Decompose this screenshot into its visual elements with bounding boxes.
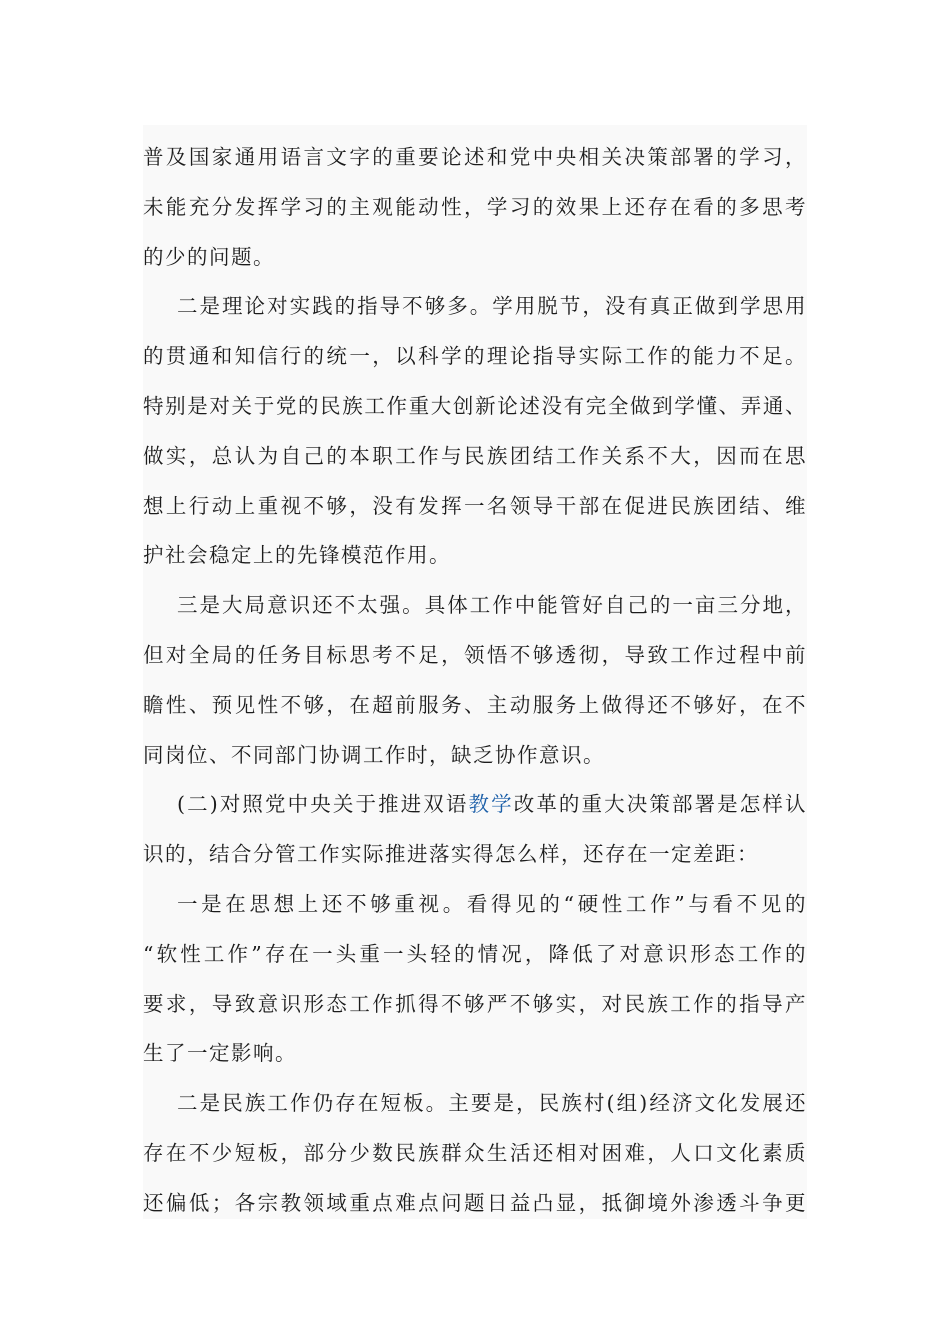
text-line: 一是在思想上还不够重视。看得见的“硬性工作”与看不见的: [177, 891, 807, 916]
text-line: 特别是对关于党的民族工作重大创新论述没有完全做到学懂、弄通、: [143, 393, 807, 418]
text-segment: 改革的重大决策部署是怎样认: [513, 792, 807, 817]
text-segment: (二)对照党中央关于推进双语: [177, 792, 469, 817]
text-line: 但对全局的任务目标思考不足，领悟不够透彻，导致工作过程中前: [143, 642, 807, 667]
text-line: 生了一定影响。: [143, 1041, 297, 1066]
text-line: 要求，导致意识形态工作抓得不够严不够实，对民族工作的指导产: [143, 991, 807, 1016]
text-line: 护社会稳定上的先锋模范作用。: [143, 543, 451, 568]
text-line: 还偏低；各宗教领域重点难点问题日益凸显，抵御境外渗透斗争更: [143, 1190, 807, 1215]
text-line: 的贯通和知信行的统一，以科学的理论指导实际工作的能力不足。: [143, 344, 807, 369]
text-line: 普及国家通用语言文字的重要论述和党中央相关决策部署的学习，: [143, 145, 807, 169]
text-line: 未能充分发挥学习的主观能动性，学习的效果上还存在看的多思考: [143, 194, 807, 219]
text-line: 存在不少短板，部分少数民族群众生活还相对困难，人口文化素质: [143, 1140, 807, 1165]
text-line: 三是大局意识还不太强。具体工作中能管好自己的一亩三分地，: [177, 593, 807, 618]
text-line: “软性工作”存在一头重一头轻的情况，降低了对意识形态工作的: [143, 941, 807, 966]
text-line: 的少的问题。: [143, 244, 275, 269]
document-text-block: [143, 125, 807, 1219]
text-line: [143, 780, 807, 830]
text-line: 二是民族工作仍存在短板。主要是，民族村(组)经济文化发展还: [177, 1091, 807, 1116]
text-line: 做实，总认为自己的本职工作与民族团结工作关系不大，因而在思: [143, 443, 807, 468]
teaching-link[interactable]: 教学: [468, 792, 514, 817]
text-line: 瞻性、预见性不够，在超前服务、主动服务上做得还不够好，在不: [143, 692, 807, 717]
text-line: 二是理论对实践的指导不够多。学用脱节，没有真正做到学思用: [177, 294, 807, 319]
text-line: 同岗位、不同部门协调工作时，缺乏协作意识。: [143, 742, 605, 767]
text-line: 识的，结合分管工作实际推进落实得怎么样，还存在一定差距：: [143, 842, 759, 867]
text-line: 想上行动上重视不够，没有发挥一名领导干部在促进民族团结、维: [143, 493, 807, 518]
